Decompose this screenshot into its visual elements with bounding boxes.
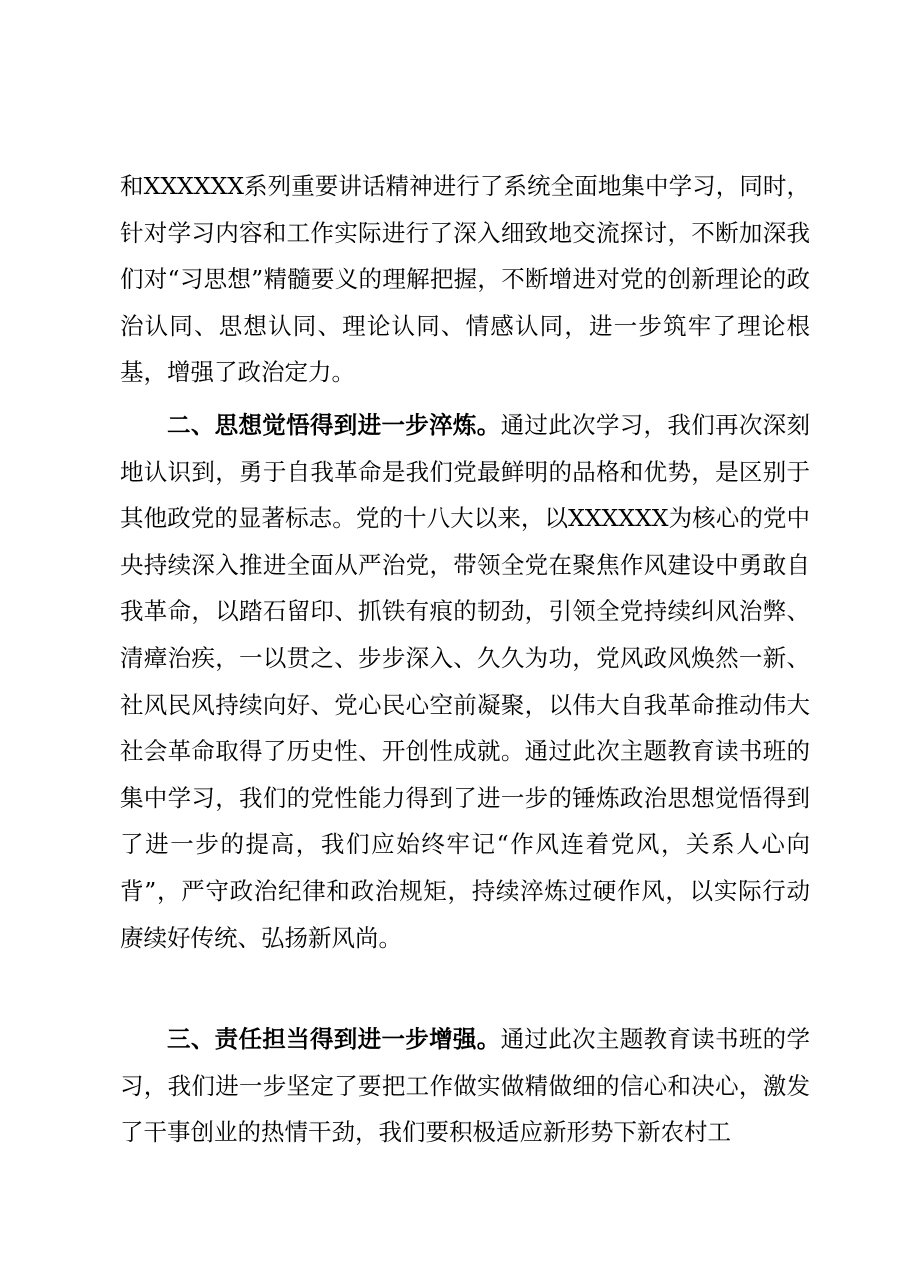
section-heading: 三、责任担当得到进一步增强。: [167, 1025, 501, 1053]
paragraph-body: 通过此次学习，我们再次深刻地认识到，勇于自我革命是我们党最鲜明的品格和优势，是区别于其他政党的显著标志。党的十八大以来，以XXXXXX为核心的党中央持续深入推进全面从严治党，带领全党在聚焦作风建设中勇敢自我革命，以踏石留印、抓铁有痕的韧劲，引领全党持续纠风治弊、清瘴治疾，一以贯之、步步深入、久久为功，党风政风焕然一新、社风民风持续向好、党心民心空前凝聚，以伟大自我革命推动伟大社会革命取得了历史性、开创性成就。通过此次主题教育读书班的集中学习，我们的党性能力得到了进一步的锤炼政治思想觉悟得到了进一步的提高，我们应始终牢记“作风连着党风，关系人心向背”，严守政治纪律和政治规矩，持续淬炼过硬作风，以实际行动赓续好传统、弘扬新风尚。: [120, 411, 811, 952]
section-heading: 二、思想觉悟得到进一步淬炼。: [167, 411, 501, 439]
paragraph-body: 通过此次主题教育读书班的学习，我们进一步坚定了要把工作做实做精做细的信心和决心，激发了干事创业的热情干劲，我们要积极适应新形势下新农村工: [120, 1025, 811, 1147]
paragraph-body: 和XXXXXX系列重要讲话精神进行了系统全面地集中学习，同时，针对学习内容和工作实际进行了深入细致地交流探讨，不断加深我们对“习思想”精髓要义的理解把握，不断增进对党的创新理论的政治认同、思想认同、理论认同、情感认同，进一步筑牢了理论根基，增强了政治定力。: [120, 172, 810, 387]
paragraph-section-two: [120, 402, 810, 961]
paragraph-continuation: [120, 163, 810, 396]
paragraph-section-three: [120, 1016, 810, 1156]
